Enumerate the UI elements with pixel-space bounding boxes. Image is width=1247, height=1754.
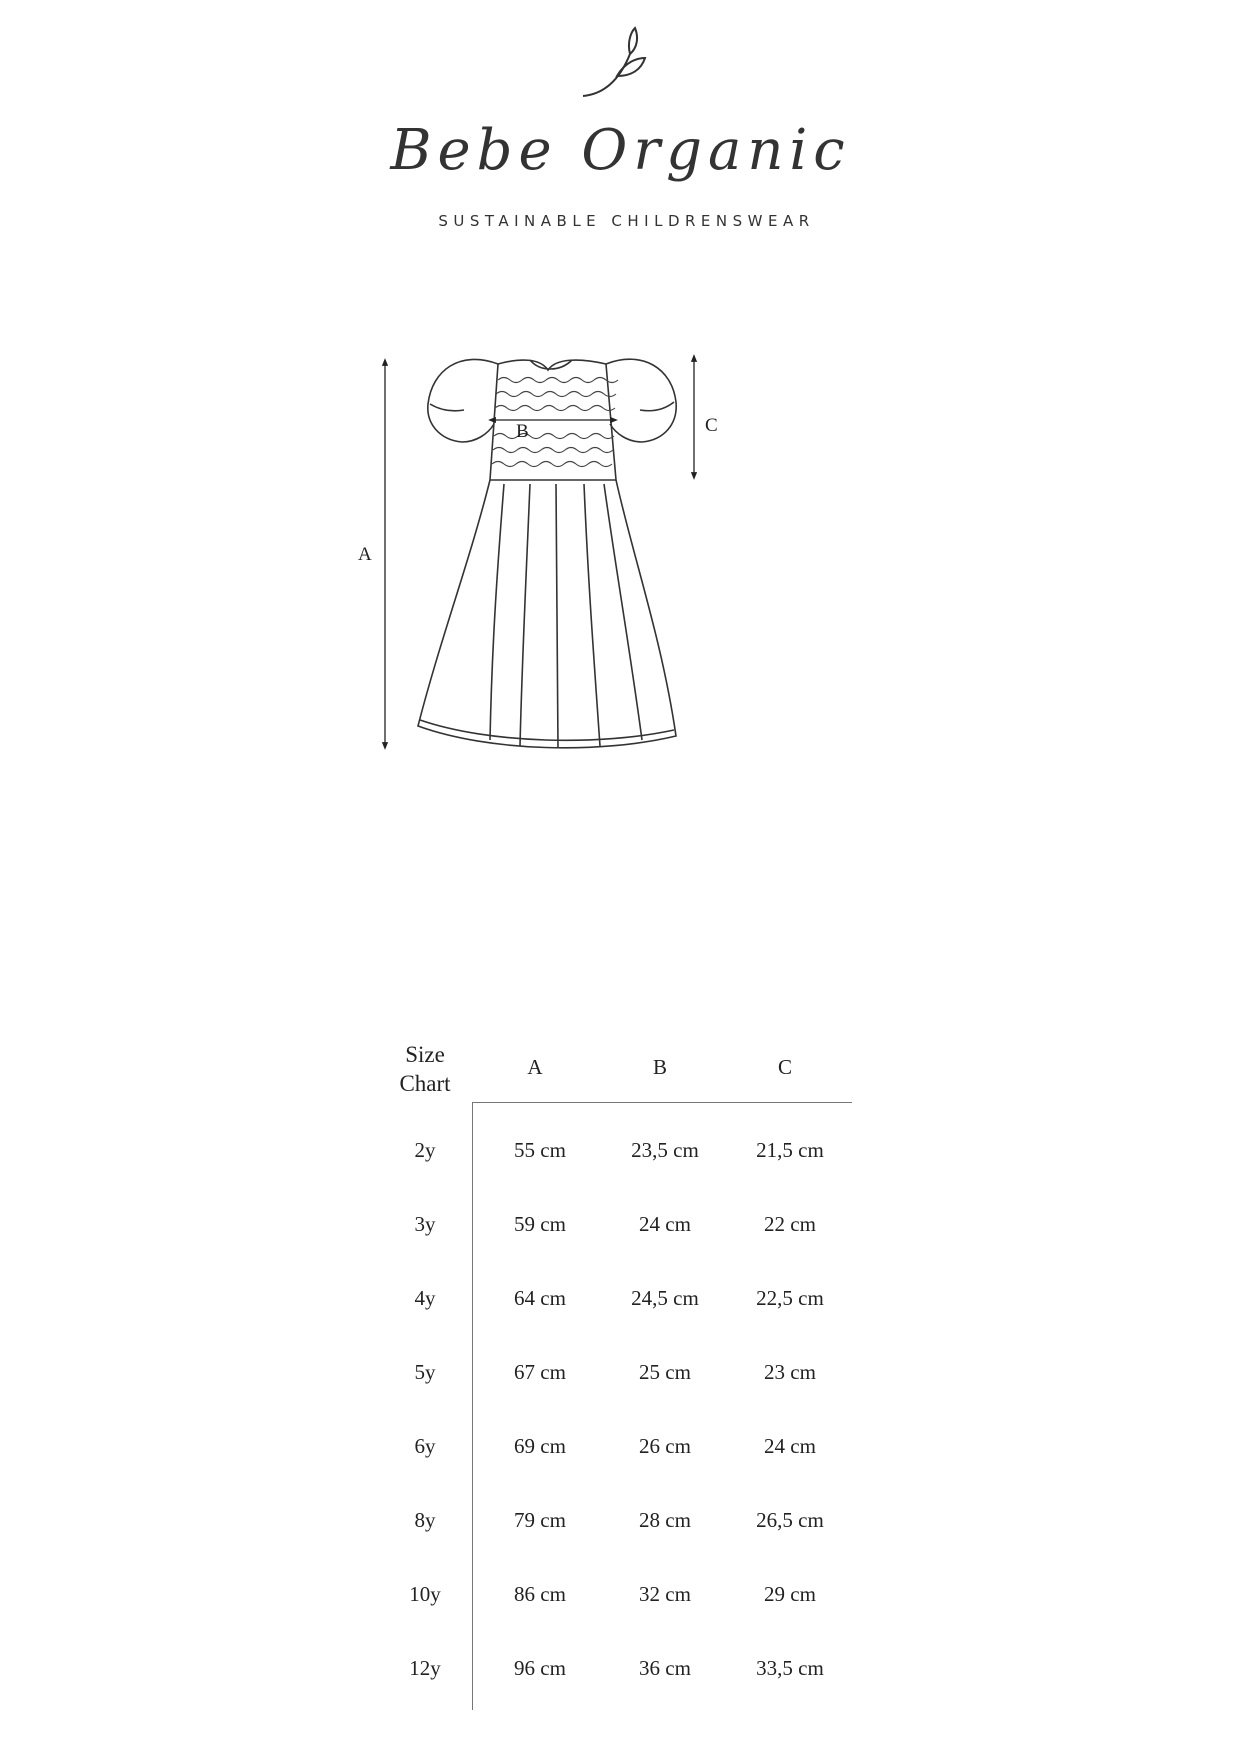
table-row bbox=[380, 1508, 860, 1548]
leaf-icon bbox=[575, 24, 665, 104]
size-cell: 4y bbox=[414, 1286, 436, 1310]
size-cell: 5y bbox=[414, 1360, 436, 1384]
c-cell: 26,5 cm bbox=[756, 1508, 824, 1532]
column-header-c: C bbox=[777, 1055, 792, 1079]
b-cell: 28 cm bbox=[639, 1508, 691, 1532]
table-row bbox=[380, 1286, 860, 1326]
size-chart-title: Size Chart bbox=[399, 1042, 451, 1096]
a-cell: 69 cm bbox=[514, 1434, 566, 1458]
b-cell: 23,5 cm bbox=[631, 1138, 699, 1162]
column-header-b: B bbox=[652, 1055, 667, 1079]
b-cell: 25 cm bbox=[639, 1360, 691, 1384]
c-cell: 29 cm bbox=[764, 1582, 816, 1606]
size-cell: 8y bbox=[414, 1508, 436, 1532]
c-cell: 33,5 cm bbox=[756, 1656, 824, 1680]
size-cell: 10y bbox=[409, 1582, 441, 1606]
size-cell: 6y bbox=[414, 1434, 436, 1458]
table-row bbox=[380, 1434, 860, 1474]
brand-tagline: SUSTAINABLE CHILDRENSWEAR bbox=[438, 212, 815, 230]
a-cell: 79 cm bbox=[514, 1508, 566, 1532]
dimension-b-label: B bbox=[516, 421, 529, 442]
b-cell: 24,5 cm bbox=[631, 1286, 699, 1310]
table-row bbox=[380, 1360, 860, 1400]
c-cell: 23 cm bbox=[764, 1360, 816, 1384]
header-divider bbox=[472, 1102, 852, 1103]
size-cell: 2y bbox=[414, 1138, 436, 1162]
c-cell: 21,5 cm bbox=[756, 1138, 824, 1162]
a-cell: 86 cm bbox=[514, 1582, 566, 1606]
a-cell: 96 cm bbox=[514, 1656, 566, 1680]
a-cell: 59 cm bbox=[514, 1212, 566, 1236]
c-cell: 24 cm bbox=[764, 1434, 816, 1458]
size-cell: 12y bbox=[409, 1656, 441, 1680]
dress-illustration bbox=[358, 380, 860, 850]
c-cell: 22 cm bbox=[764, 1212, 816, 1236]
brand-name: Bebe Organic bbox=[390, 118, 851, 183]
table-row bbox=[380, 1582, 860, 1622]
garment-diagram bbox=[358, 380, 860, 850]
column-header-a: A bbox=[527, 1055, 543, 1079]
size-chart-table bbox=[380, 1030, 860, 1710]
dimension-a-label: A bbox=[358, 544, 372, 565]
b-cell: 36 cm bbox=[639, 1656, 691, 1680]
brand-logo bbox=[0, 0, 1241, 260]
table-row bbox=[380, 1212, 860, 1252]
table-row bbox=[380, 1656, 860, 1696]
b-cell: 26 cm bbox=[639, 1434, 691, 1458]
a-cell: 64 cm bbox=[514, 1286, 566, 1310]
size-cell: 3y bbox=[414, 1212, 436, 1236]
b-cell: 32 cm bbox=[639, 1582, 691, 1606]
b-cell: 24 cm bbox=[639, 1212, 691, 1236]
dimension-c-label: C bbox=[705, 415, 718, 436]
table-row bbox=[380, 1138, 860, 1178]
a-cell: 67 cm bbox=[514, 1360, 566, 1384]
c-cell: 22,5 cm bbox=[756, 1286, 824, 1310]
a-cell: 55 cm bbox=[514, 1138, 566, 1162]
